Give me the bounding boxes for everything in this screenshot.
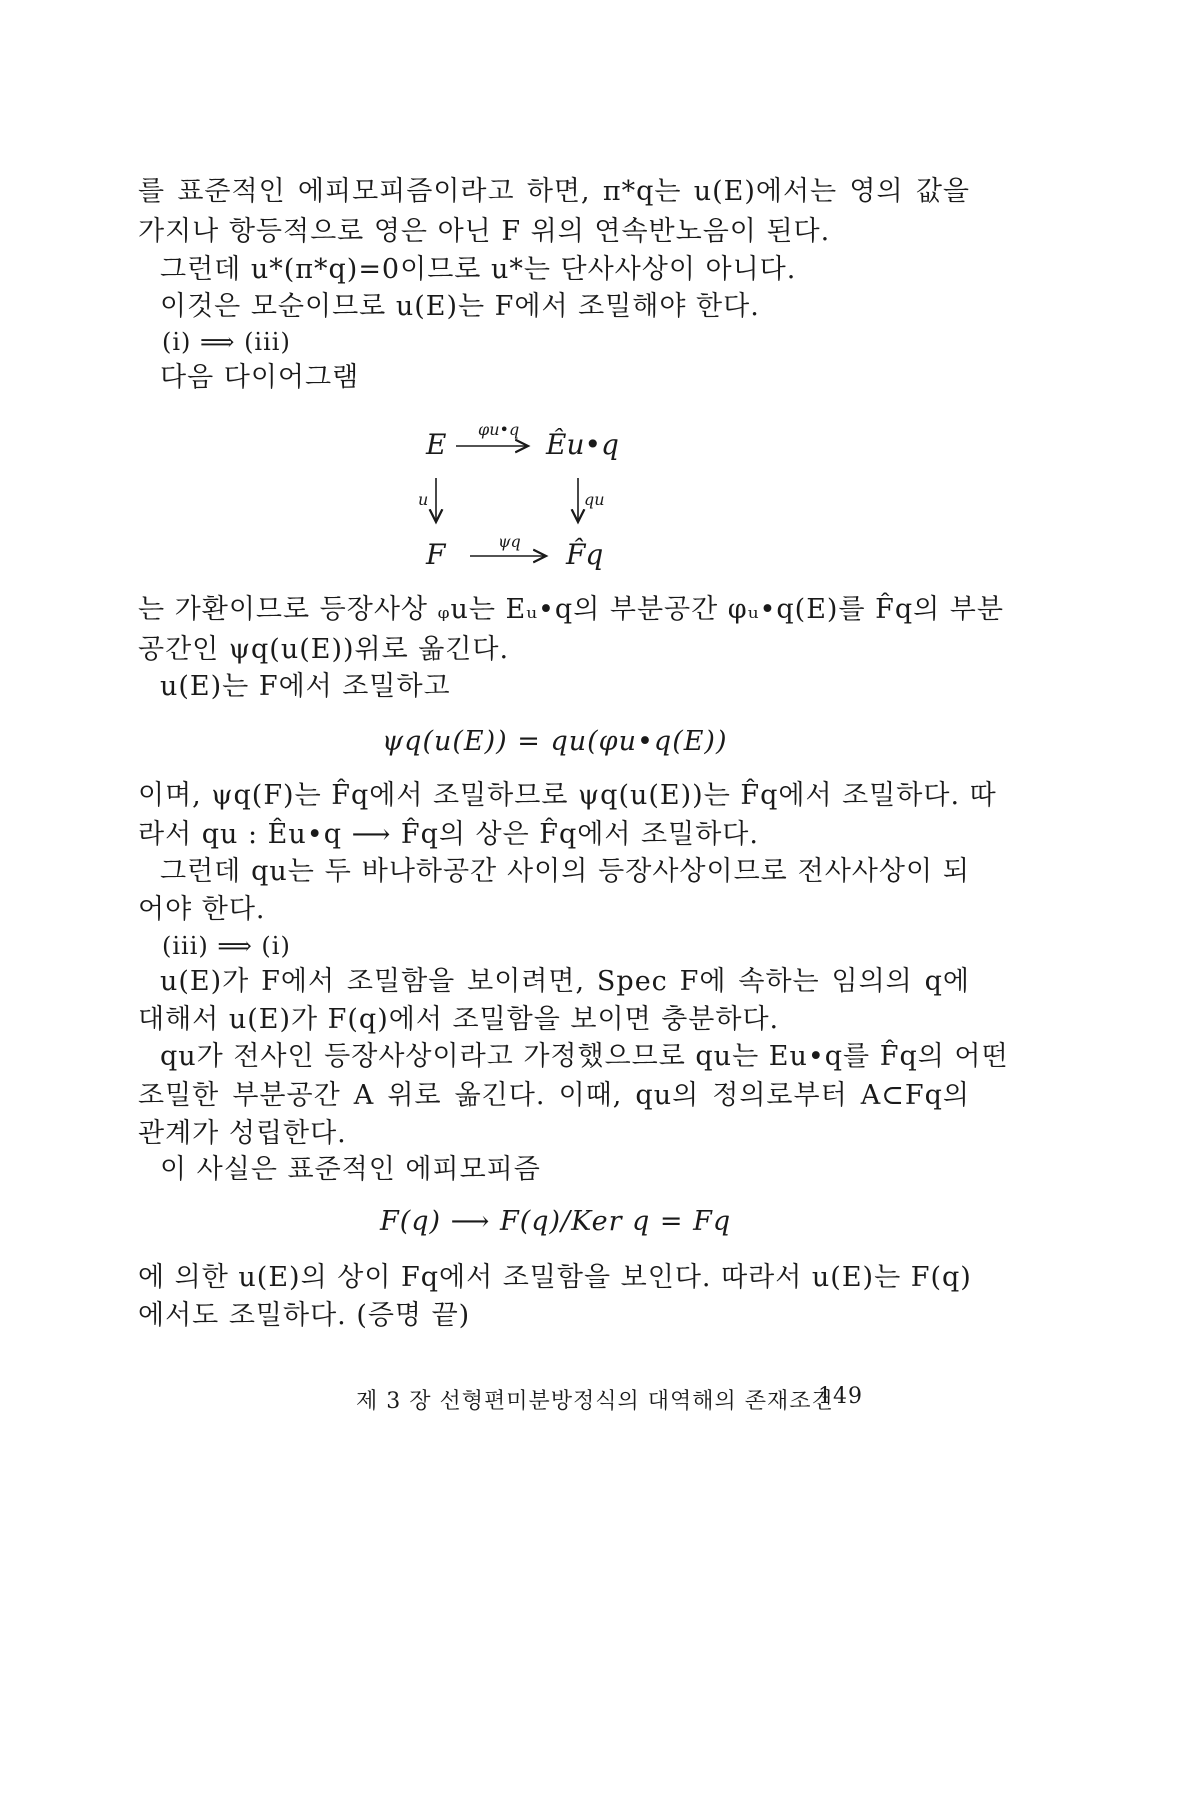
text-line-16: u(E)가 F에서 조밀함을 보이려면, Spec F에 속하는 임의의 q에 (160, 966, 970, 997)
diagram-node-F: F (426, 538, 446, 571)
page-number: 149 (818, 1384, 863, 1409)
display-equation-1: ψq(u(E)) = qu(φu•q(E)) (382, 726, 728, 757)
text-line-11: 이며, ψq(F)는 F̂q에서 조밀하므로 ψq(u(E))는 F̂q에서 조밀하다. 따 (138, 780, 997, 811)
text-line-24: 에서도 조밀하다. (증명 끝) (138, 1300, 471, 1331)
text-line-12: 라서 qu : Êu•q ⟶ F̂q의 상은 F̂q에서 조밀하다. (138, 819, 759, 850)
text-line-1: 를 표준적인 에피모피즘이라고 하면, π*q는 u(E)에서는 영의 값을 (138, 176, 970, 207)
text-line-20: 관계가 성립한다. (138, 1118, 347, 1149)
text-line-6: 다음 다이어그램 (160, 362, 360, 393)
text-line-9: u(E)는 F에서 조밀하고 (160, 671, 451, 702)
text-line-13: 그런데 qu는 두 바나하공간 사이의 등장사상이므로 전사사상이 되 (160, 856, 970, 887)
text-line-17: 대해서 u(E)가 F(q)에서 조밀함을 보이면 충분하다. (138, 1004, 780, 1035)
text-line-4: 이것은 모순이므로 u(E)는 F에서 조밀해야 한다. (160, 291, 760, 322)
diagram-node-E: E (426, 428, 447, 461)
text-line-3: 그런데 u*(π*q)=0이므로 u*는 단사사상이 아니다. (160, 254, 797, 285)
running-footer-chapter: 제 3 장 선형편미분방정식의 대역해의 존재조건 (356, 1389, 834, 1414)
diagram-label-phi: φu•q (478, 420, 520, 439)
text-line-21: 이 사실은 표준적인 에피모피즘 (160, 1154, 541, 1185)
text-line-2: 가지나 항등적으로 영은 아닌 F 위의 연속반노음이 된다. (138, 216, 831, 247)
text-line-14: 어야 한다. (138, 894, 266, 925)
display-equation-2: F(q) ⟶ F(q)/Ker q = Fq (380, 1206, 732, 1237)
diagram-label-qu: qu (584, 490, 605, 509)
text-line-18: qu가 전사인 등장사상이라고 가정했으므로 qu는 Eu•q를 F̂q의 어떤 (160, 1041, 1009, 1072)
text-line-8: 공간인 ψq(u(E))위로 옮긴다. (138, 634, 510, 665)
diagram-label-psi: ψq (498, 532, 521, 551)
case-heading-i-to-iii: (i) ⟹ (iii) (162, 328, 291, 356)
diagram-node-E-hat: Êu•q (546, 428, 619, 461)
diagram-label-u: u (418, 490, 429, 509)
case-heading-iii-to-i: (iii) ⟹ (i) (162, 932, 291, 960)
text-line-23: 에 의한 u(E)의 상이 Fq에서 조밀함을 보인다. 따라서 u(E)는 F(q) (138, 1262, 972, 1293)
diagram-node-F-hat: F̂q (566, 538, 604, 571)
text-line-19: 조밀한 부분공간 A 위로 옮긴다. 이때, qu의 정의로부터 A⊂Fq의 (138, 1080, 970, 1111)
text-line-7: 는 가환이므로 등장사상 ᵩu는 Eᵤ•q의 부분공간 φᵤ•q(E)를 F̂q의 부분 (138, 594, 1004, 625)
